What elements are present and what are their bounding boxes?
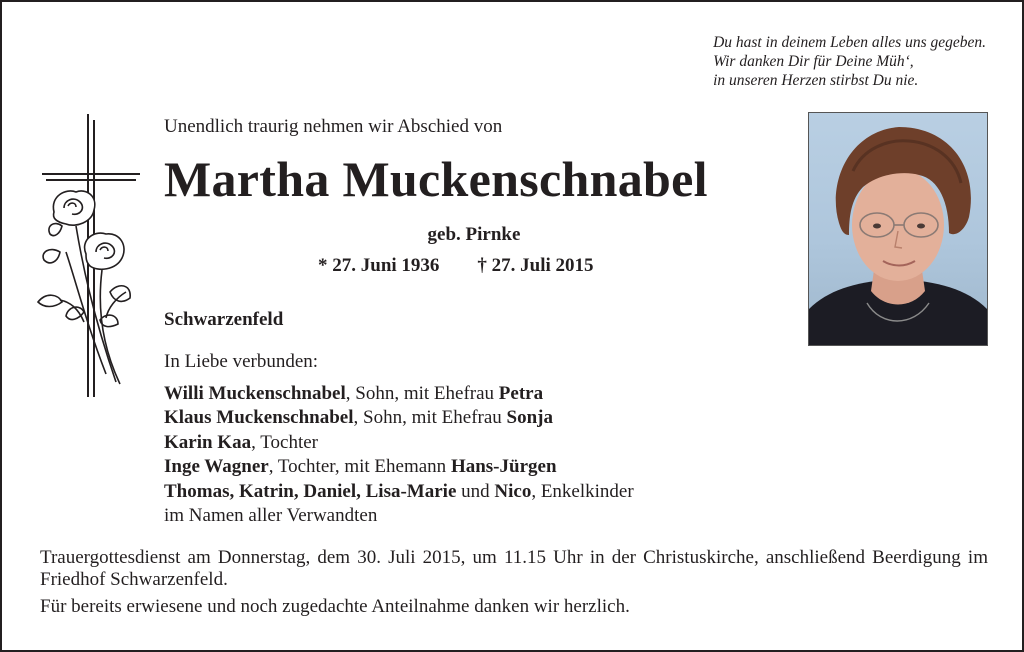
life-dates: [318, 255, 594, 277]
mourner-line: [164, 431, 634, 455]
mourner-line: [164, 504, 634, 528]
thanks-note: Für bereits erwiesene und noch zugedachte Anteilnahme danken wir herzlich.: [40, 596, 630, 617]
poem-line: in unseren Herzen stirbst Du nie.: [713, 72, 919, 89]
mourner-name: Thomas, Katrin, Daniel, Lisa-Marie: [164, 480, 457, 502]
birth-date: * 27. Juni 1936: [318, 255, 440, 276]
funeral-service-info: Trauergottesdienst am Donnerstag, dem 30. Juli 2015, um 11.15 Uhr in der Christuskirche, anschließend Beerdigung im Friedhof Schwarzenfeld.: [40, 547, 988, 590]
mourner-relation: im Namen aller Verwandten: [164, 505, 378, 527]
mourner-line: [164, 382, 634, 406]
mourner-line: [164, 455, 634, 479]
mourners-list: [164, 382, 634, 528]
poem-line: Wir danken Dir für Deine Müh‘,: [713, 53, 914, 70]
mourner-relation: , Enkelkinder: [531, 480, 634, 502]
mourner-relation: , Tochter: [251, 431, 319, 453]
mourner-relation: , Sohn, mit Ehefrau: [353, 407, 507, 429]
mourner-relation: , Sohn, mit Ehefrau: [345, 383, 499, 404]
hometown: Schwarzenfeld: [164, 309, 284, 330]
mourner-name: Willi Muckenschnabel: [164, 383, 346, 404]
mourner-name: Inge Wagner: [164, 456, 269, 478]
cross-with-roses-icon: [36, 112, 146, 404]
mourner-name: Petra: [498, 383, 544, 404]
mourner-name: Nico: [494, 480, 532, 502]
birth-name: geb. Pirnke: [427, 224, 521, 245]
mourner-line: [164, 406, 634, 430]
mourner-name: Klaus Muckenschnabel: [164, 407, 354, 429]
mourner-relation: , Tochter, mit Ehemann: [268, 456, 451, 478]
portrait-photo: [808, 112, 988, 346]
mourner-name: Karin Kaa: [164, 431, 252, 453]
mourner-line: [164, 480, 634, 504]
mourner-name: Sonja: [506, 407, 554, 429]
memorial-poem: [713, 33, 986, 90]
intro-text: Unendlich traurig nehmen wir Abschied von: [164, 116, 503, 137]
poem-line: Du hast in deinem Leben alles uns gegeben.: [713, 34, 986, 51]
deceased-name: Martha Muckenschnabel: [164, 151, 708, 207]
death-date: † 27. Juli 2015: [477, 255, 594, 276]
mourner-relation: und: [456, 480, 495, 502]
mourners-intro: In Liebe verbunden:: [164, 351, 319, 372]
mourner-name: Hans-Jürgen: [450, 456, 557, 478]
